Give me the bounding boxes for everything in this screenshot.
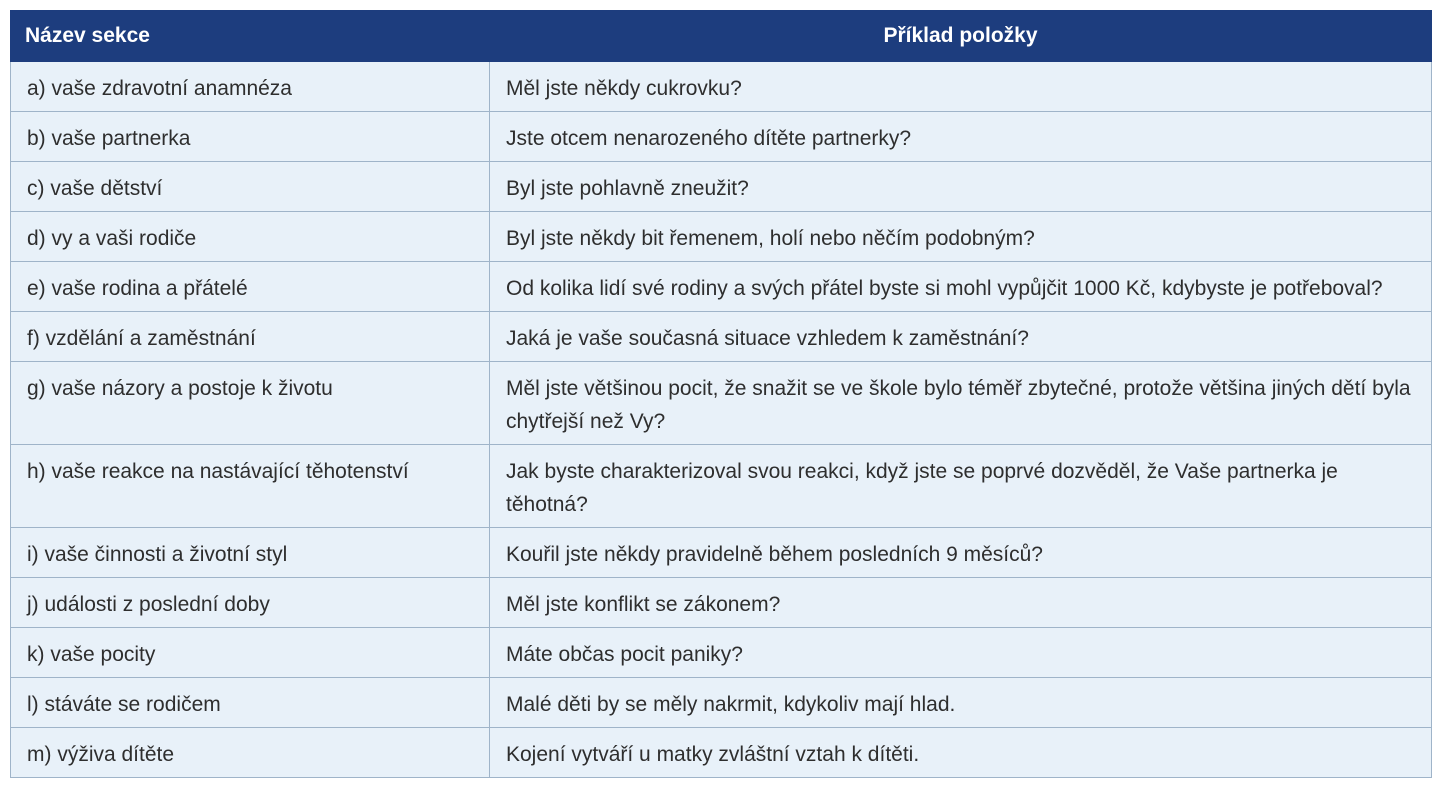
section-name-cell: l) stáváte se rodičem — [11, 678, 490, 728]
table-row — [11, 628, 1432, 678]
example-item-cell: Byl jste někdy bit řemenem, holí nebo něčím podobným? — [490, 212, 1432, 262]
section-name-cell: d) vy a vaši rodiče — [11, 212, 490, 262]
table-row — [11, 162, 1432, 212]
example-item-cell: Jaká je vaše současná situace vzhledem k zaměstnání? — [490, 312, 1432, 362]
table-row — [11, 112, 1432, 162]
table-row — [11, 62, 1432, 112]
section-name-cell: j) události z poslední doby — [11, 578, 490, 628]
section-name-cell: c) vaše dětství — [11, 162, 490, 212]
section-name-cell: i) vaše činnosti a životní styl — [11, 528, 490, 578]
section-name-cell: f) vzdělání a zaměstnání — [11, 312, 490, 362]
table-header-row — [11, 11, 1432, 62]
column-header-section-name: Název sekce — [11, 11, 490, 62]
table-row — [11, 728, 1432, 778]
table-row — [11, 445, 1432, 528]
example-item-cell: Měl jste někdy cukrovku? — [490, 62, 1432, 112]
example-item-cell: Jste otcem nenarozeného dítěte partnerky? — [490, 112, 1432, 162]
example-item-cell: Kouřil jste někdy pravidelně během posledních 9 měsíců? — [490, 528, 1432, 578]
table-row — [11, 262, 1432, 312]
questionnaire-sections-table — [10, 10, 1432, 778]
section-name-cell: e) vaše rodina a přátelé — [11, 262, 490, 312]
section-name-cell: g) vaše názory a postoje k životu — [11, 362, 490, 445]
table-row — [11, 212, 1432, 262]
section-name-cell: a) vaše zdravotní anamnéza — [11, 62, 490, 112]
example-item-cell: Jak byste charakterizoval svou reakci, když jste se poprvé dozvěděl, že Vaše partnerka je těhotná? — [490, 445, 1432, 528]
example-item-cell: Měl jste konflikt se zákonem? — [490, 578, 1432, 628]
example-item-cell: Máte občas pocit paniky? — [490, 628, 1432, 678]
table-row — [11, 362, 1432, 445]
section-name-cell: m) výživa dítěte — [11, 728, 490, 778]
example-item-cell: Malé děti by se měly nakrmit, kdykoliv mají hlad. — [490, 678, 1432, 728]
section-name-cell: k) vaše pocity — [11, 628, 490, 678]
section-name-cell: b) vaše partnerka — [11, 112, 490, 162]
table-row — [11, 578, 1432, 628]
table-row — [11, 312, 1432, 362]
questionnaire-table-page — [10, 10, 1431, 790]
table-row — [11, 678, 1432, 728]
column-header-example-item: Příklad položky — [490, 11, 1432, 62]
section-name-cell: h) vaše reakce na nastávající těhotenství — [11, 445, 490, 528]
table-row — [11, 528, 1432, 578]
example-item-cell: Byl jste pohlavně zneužit? — [490, 162, 1432, 212]
example-item-cell: Měl jste většinou pocit, že snažit se ve škole bylo téměř zbytečné, protože většina jiných dětí byla chytřejší než Vy? — [490, 362, 1432, 445]
example-item-cell: Kojení vytváří u matky zvláštní vztah k dítěti. — [490, 728, 1432, 778]
example-item-cell: Od kolika lidí své rodiny a svých přátel byste si mohl vypůjčit 1000 Kč, kdybyste je potřeboval? — [490, 262, 1432, 312]
